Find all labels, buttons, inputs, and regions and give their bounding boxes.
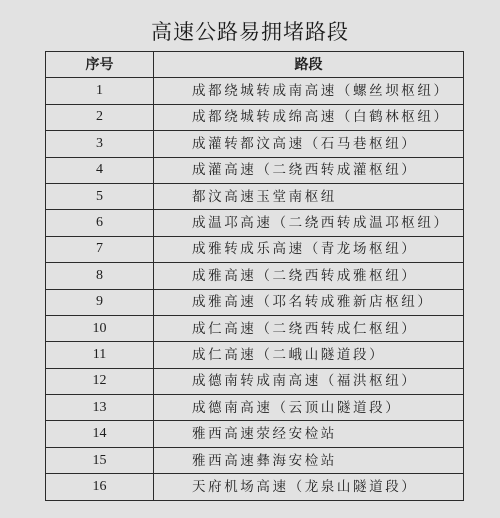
row-road: 成仁高速（二绕西转成仁枢纽） xyxy=(154,315,464,341)
row-seq: 7 xyxy=(46,236,154,262)
table-header-row xyxy=(46,52,464,78)
row-seq: 1 xyxy=(46,78,154,104)
table-row xyxy=(46,315,464,341)
row-seq: 13 xyxy=(46,395,154,421)
table-row xyxy=(46,395,464,421)
row-seq: 3 xyxy=(46,131,154,157)
row-road: 雅西高速彝海安检站 xyxy=(154,447,464,473)
table-row xyxy=(46,368,464,394)
row-road: 成仁高速（二峨山隧道段） xyxy=(154,342,464,368)
table-row xyxy=(46,263,464,289)
row-road: 成灌转都汶高速（石马巷枢纽） xyxy=(154,131,464,157)
page-title: 高速公路易拥堵路段 xyxy=(151,20,349,44)
column-header-road: 路段 xyxy=(154,52,464,78)
table-row xyxy=(46,474,464,500)
row-seq: 4 xyxy=(46,157,154,183)
table-row xyxy=(46,421,464,447)
row-seq: 8 xyxy=(46,263,154,289)
row-road: 成雅高速（邛名转成雅新店枢纽） xyxy=(154,289,464,315)
table-row xyxy=(46,78,464,104)
table-row xyxy=(46,131,464,157)
table-row xyxy=(46,289,464,315)
row-seq: 11 xyxy=(46,342,154,368)
row-seq: 6 xyxy=(46,210,154,236)
table-row xyxy=(46,342,464,368)
row-seq: 2 xyxy=(46,104,154,130)
row-seq: 10 xyxy=(46,315,154,341)
row-seq: 16 xyxy=(46,474,154,500)
table-row xyxy=(46,236,464,262)
table-row xyxy=(46,183,464,209)
row-seq: 9 xyxy=(46,289,154,315)
table-row xyxy=(46,104,464,130)
row-road: 雅西高速荥经安检站 xyxy=(154,421,464,447)
row-road: 成温邛高速（二绕西转成温邛枢纽） xyxy=(154,210,464,236)
row-road: 成德南转成南高速（福洪枢纽） xyxy=(154,368,464,394)
row-road: 成雅高速（二绕西转成雅枢纽） xyxy=(154,263,464,289)
row-seq: 12 xyxy=(46,368,154,394)
congestion-table xyxy=(45,51,464,501)
row-road: 成都绕城转成绵高速（白鹤林枢纽） xyxy=(154,104,464,130)
row-road: 成雅转成乐高速（青龙场枢纽） xyxy=(154,236,464,262)
table-row xyxy=(46,157,464,183)
table-body xyxy=(46,78,464,500)
row-road: 天府机场高速（龙泉山隧道段） xyxy=(154,474,464,500)
row-road: 成灌高速（二绕西转成灌枢纽） xyxy=(154,157,464,183)
table-row xyxy=(46,447,464,473)
row-seq: 14 xyxy=(46,421,154,447)
row-seq: 5 xyxy=(46,183,154,209)
row-road: 都汶高速玉堂南枢纽 xyxy=(154,183,464,209)
row-seq: 15 xyxy=(46,447,154,473)
column-header-seq: 序号 xyxy=(46,52,154,78)
table-row xyxy=(46,210,464,236)
row-road: 成德南高速（云顶山隧道段） xyxy=(154,395,464,421)
row-road: 成都绕城转成南高速（螺丝坝枢纽） xyxy=(154,78,464,104)
